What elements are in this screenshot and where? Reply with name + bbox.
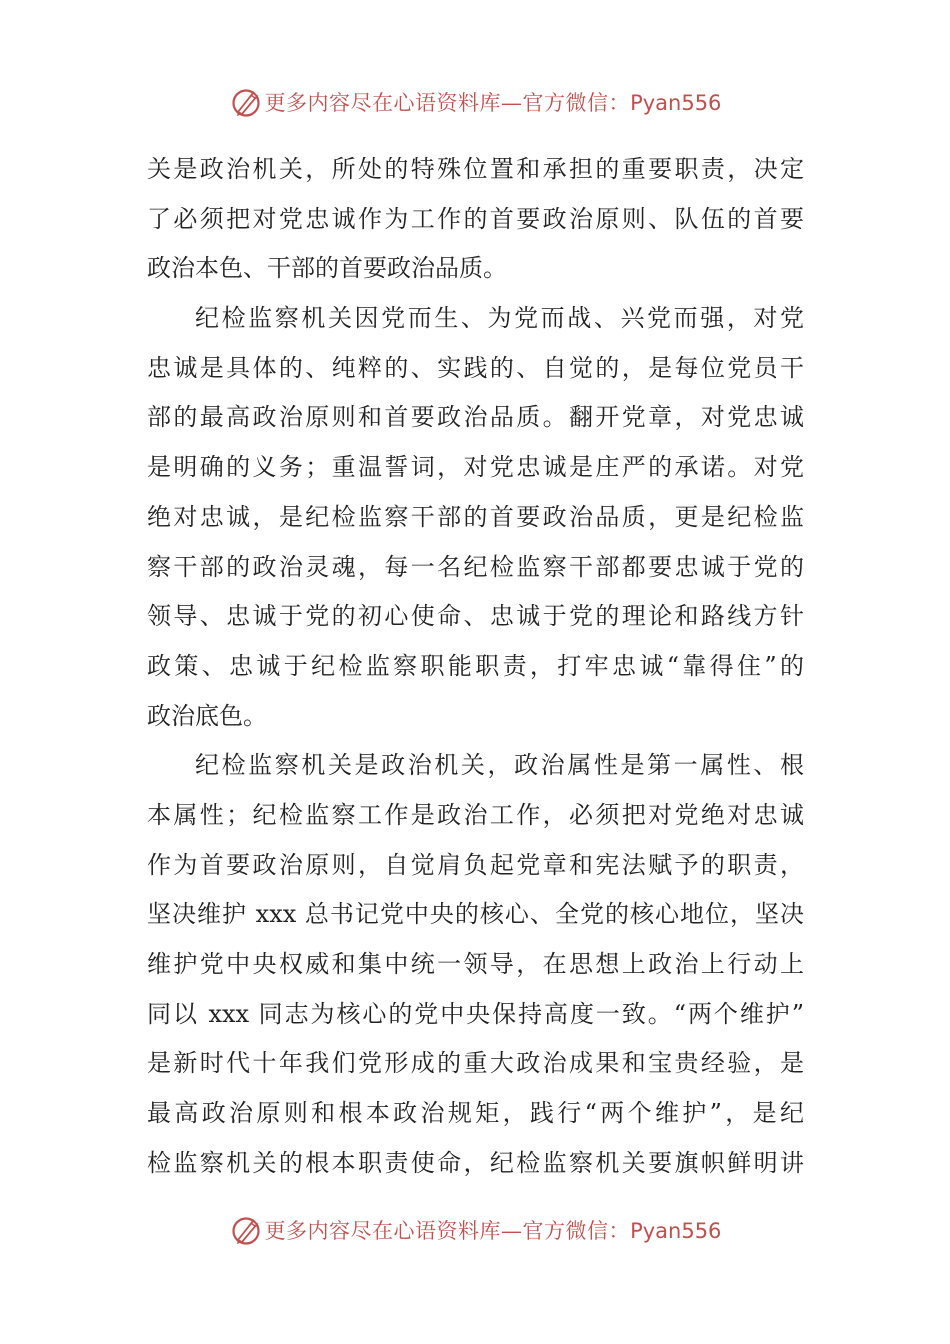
text-line: 是新时代十年我们党形成的重大政治成果和宝贵经验，是 [147, 1049, 804, 1078]
wechat-id: Pyan556 [630, 1219, 722, 1243]
text-line: 维护党中央权威和集中统一领导，在思想上政治上行动上 [147, 950, 804, 978]
wechat-id: Pyan556 [630, 91, 722, 115]
text-line: 领导、忠诚于党的初心使命、忠诚于党的理论和路线方针 [147, 602, 804, 631]
document-body [147, 145, 804, 1188]
text-line: 坚决维护 xxx 总书记党中央的核心、全党的核心地位，坚决 [147, 900, 804, 929]
text-line: 最高政治原则和根本政治规矩，践行“两个维护”，是纪 [147, 1099, 804, 1128]
text-line: 本属性；纪检监察工作是政治工作，必须把对党绝对忠诚 [147, 800, 804, 829]
text-line: 纪检监察机关是政治机关，政治属性是第一属性、根 [195, 751, 804, 780]
text-line: 检监察机关的根本职责使命，纪检监察机关要旗帜鲜明讲 [147, 1148, 804, 1177]
text-line: 作为首要政治原则，自觉肩负起党章和宪法赋予的职责， [147, 850, 804, 879]
text-line: 政策、忠诚于纪检监察职能职责，打牢忠诚“靠得住”的 [147, 651, 804, 680]
text-line: 政治本色、干部的首要政治品质。 [147, 254, 507, 283]
text-line: 绝对忠诚，是纪检监察干部的首要政治品质，更是纪检监 [147, 502, 804, 531]
pen-seal-icon [229, 1213, 263, 1247]
text-line: 部的最高政治原则和首要政治品质。翻开党章，对党忠诚 [147, 403, 804, 432]
text-line: 察干部的政治灵魂，每一名纪检监察干部都要忠诚于党的 [147, 552, 804, 581]
text-line: 同以 xxx 同志为核心的党中央保持高度一致。“两个维护” [147, 999, 804, 1028]
header-watermark [0, 82, 950, 122]
watermark-text: 更多内容尽在心语资料库—官方微信：Pyan556 [264, 91, 722, 115]
text-line: 忠诚是具体的、纯粹的、实践的、自觉的，是每位党员干 [147, 353, 804, 382]
text-line: 政治底色。 [147, 701, 267, 730]
text-line: 纪检监察机关因党而生、为党而战、兴党而强，对党 [195, 304, 804, 333]
pen-seal-icon [229, 85, 263, 119]
watermark-text: 更多内容尽在心语资料库—官方微信：Pyan556 [264, 1219, 722, 1243]
footer-watermark [0, 1210, 950, 1250]
text-line: 了必须把对党忠诚作为工作的首要政治原则、队伍的首要 [147, 204, 804, 233]
text-line: 关是政治机关，所处的特殊位置和承担的重要职责，决定 [147, 155, 804, 183]
text-line: 是明确的义务；重温誓词，对党忠诚是庄严的承诺。对党 [147, 453, 804, 482]
